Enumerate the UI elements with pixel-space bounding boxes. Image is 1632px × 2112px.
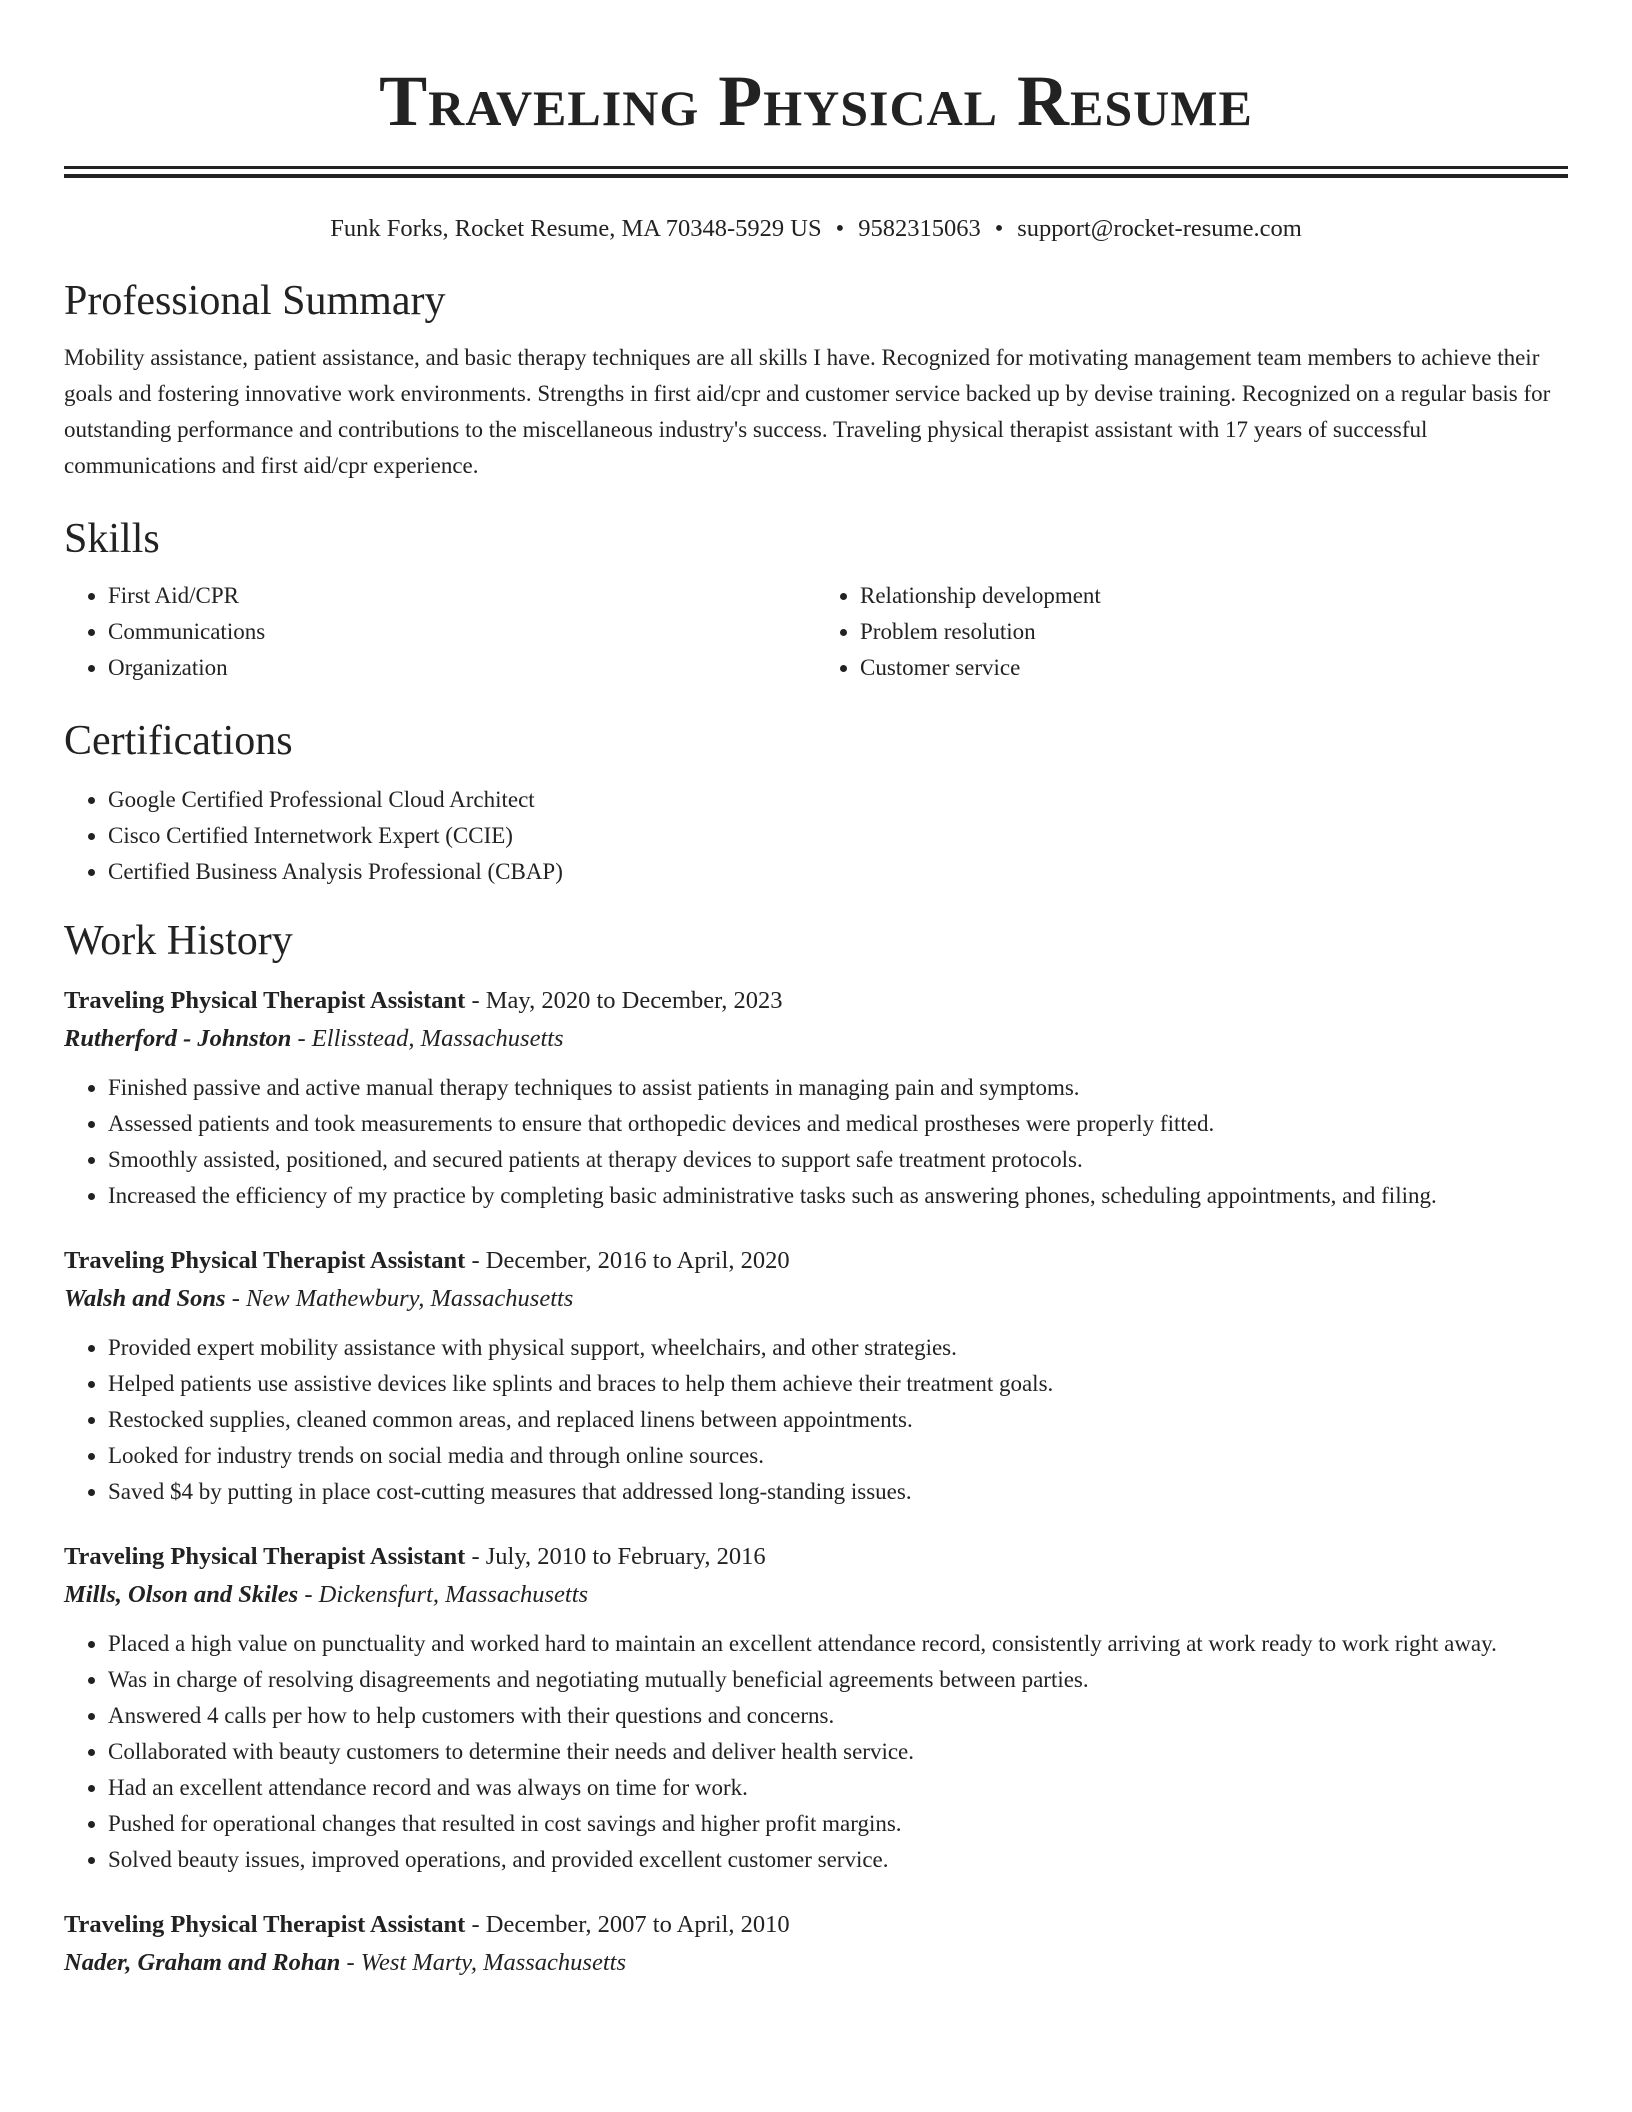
summary-text: Mobility assistance, patient assistance, and basic therapy techniques are all skills I have. Recognized for motivating management team members to achieve their goals and fostering innovative work environments. Strengths in first aid/cpr and customer service backed up by devise training. Recognized on a regular basis for outstanding performance and contributions to the miscellaneous industry's success. Traveling physical therapist assistant with 17 years of successful communications and first aid/cpr experience.: [64, 345, 1551, 478]
summary-heading: Professional Summary: [64, 278, 446, 324]
skill-item: • First Aid/CPR: [108, 578, 816, 614]
job-entry: [64, 982, 1568, 1214]
job-location: - Ellisstead, Massachusetts: [291, 1025, 564, 1052]
skill-item: • Problem resolution: [860, 614, 1568, 650]
job-bullet: • Provided expert mobility assistance with physical support, wheelchairs, and other strategies.: [108, 1330, 1568, 1366]
job-bullet: • Saved $4 by putting in place cost-cutting measures that addressed long-standing issues.: [108, 1474, 1568, 1510]
contact-address: Funk Forks, Rocket Resume, MA 70348-5929 US: [330, 215, 822, 242]
job-bullet: • Placed a high value on punctuality and worked hard to maintain an excellent attendance record, consistently arriving at work ready to work right away.: [108, 1626, 1568, 1662]
resume-title: Traveling Physical Resume: [379, 61, 1253, 141]
job-dates: - May, 2020 to December, 2023: [465, 987, 783, 1014]
job-location: - Dickensfurt, Massachusetts: [298, 1581, 589, 1608]
job-company: Rutherford - Johnston: [64, 1025, 292, 1052]
skill-item: • Organization: [108, 650, 816, 686]
job-title: Traveling Physical Therapist Assistant: [64, 1543, 466, 1570]
job-title-line: [64, 982, 1568, 1020]
job-company: Walsh and Sons: [64, 1285, 226, 1312]
skills-list-right: [816, 578, 1568, 686]
job-title: Traveling Physical Therapist Assistant: [64, 1247, 466, 1274]
job-bullet: • Restocked supplies, cleaned common areas, and replaced linens between appointments.: [108, 1402, 1568, 1438]
skills-grid: [64, 578, 1568, 686]
certification-item: • Google Certified Professional Cloud Architect: [108, 782, 1568, 818]
job-dates: - December, 2016 to April, 2020: [465, 1247, 790, 1274]
job-bullet: • Was in charge of resolving disagreements and negotiating mutually beneficial agreements between parties.: [108, 1662, 1568, 1698]
skills-heading: Skills: [64, 516, 160, 562]
resume-page: [64, 0, 1568, 1982]
job-bullet: • Helped patients use assistive devices like splints and braces to help them achieve their treatment goals.: [108, 1366, 1568, 1402]
skills-list-left: [64, 578, 816, 686]
job-company-line: [64, 1020, 1568, 1058]
title-divider-bottom: [64, 174, 1568, 178]
job-bullet: • Smoothly assisted, positioned, and secured patients at therapy devices to support safe treatment protocols.: [108, 1142, 1568, 1178]
job-entry: [64, 1538, 1568, 1878]
certifications-heading: Certifications: [64, 718, 293, 764]
title-divider-top: [64, 166, 1568, 169]
contact-separator: •: [835, 215, 845, 242]
contact-separator: •: [994, 215, 1004, 242]
job-bullets: [64, 1626, 1568, 1878]
skill-item: • Communications: [108, 614, 816, 650]
job-bullet: • Looked for industry trends on social media and through online sources.: [108, 1438, 1568, 1474]
job-title-line: [64, 1242, 1568, 1280]
job-bullet: • Assessed patients and took measurements to ensure that orthopedic devices and medical prostheses were properly fitted.: [108, 1106, 1568, 1142]
job-entry: [64, 1242, 1568, 1510]
contact-phone: 9582315063: [858, 215, 981, 242]
job-bullet: • Finished passive and active manual therapy techniques to assist patients in managing pain and symptoms.: [108, 1070, 1568, 1106]
job-location: - New Mathewbury, Massachusetts: [225, 1285, 574, 1312]
job-bullet: • Answered 4 calls per how to help customers with their questions and concerns.: [108, 1698, 1568, 1734]
skill-item: • Customer service: [860, 650, 1568, 686]
certification-item: • Certified Business Analysis Professional (CBAP): [108, 854, 1568, 890]
job-title-line: [64, 1906, 1568, 1944]
contact-email: support@rocket-resume.com: [1017, 215, 1302, 242]
job-company: Mills, Olson and Skiles: [64, 1581, 299, 1608]
job-location: - West Marty, Massachusetts: [340, 1949, 626, 1976]
job-company: Nader, Graham and Rohan: [64, 1949, 341, 1976]
job-entry: [64, 1906, 1568, 1982]
certification-item: • Cisco Certified Internetwork Expert (CCIE): [108, 818, 1568, 854]
job-title-line: [64, 1538, 1568, 1576]
job-title: Traveling Physical Therapist Assistant: [64, 987, 466, 1014]
job-bullet: • Increased the efficiency of my practice by completing basic administrative tasks such as answering phones, scheduling appointments, and filing.: [108, 1178, 1568, 1214]
contact-line: [64, 214, 1568, 244]
job-bullet: • Collaborated with beauty customers to determine their needs and deliver health service.: [108, 1734, 1568, 1770]
job-bullet: • Solved beauty issues, improved operations, and provided excellent customer service.: [108, 1842, 1568, 1878]
job-dates: - December, 2007 to April, 2010: [465, 1911, 790, 1938]
job-dates: - July, 2010 to February, 2016: [465, 1543, 766, 1570]
job-company-line: [64, 1280, 1568, 1318]
job-title: Traveling Physical Therapist Assistant: [64, 1911, 466, 1938]
job-bullet: • Pushed for operational changes that resulted in cost savings and higher profit margins.: [108, 1806, 1568, 1842]
job-bullets: [64, 1070, 1568, 1214]
certifications-list: [64, 782, 1568, 890]
job-company-line: [64, 1576, 1568, 1614]
job-bullet: • Had an excellent attendance record and was always on time for work.: [108, 1770, 1568, 1806]
work-history-heading: Work History: [64, 918, 293, 964]
job-company-line: [64, 1944, 1568, 1982]
skill-item: • Relationship development: [860, 578, 1568, 614]
job-bullets: [64, 1330, 1568, 1510]
